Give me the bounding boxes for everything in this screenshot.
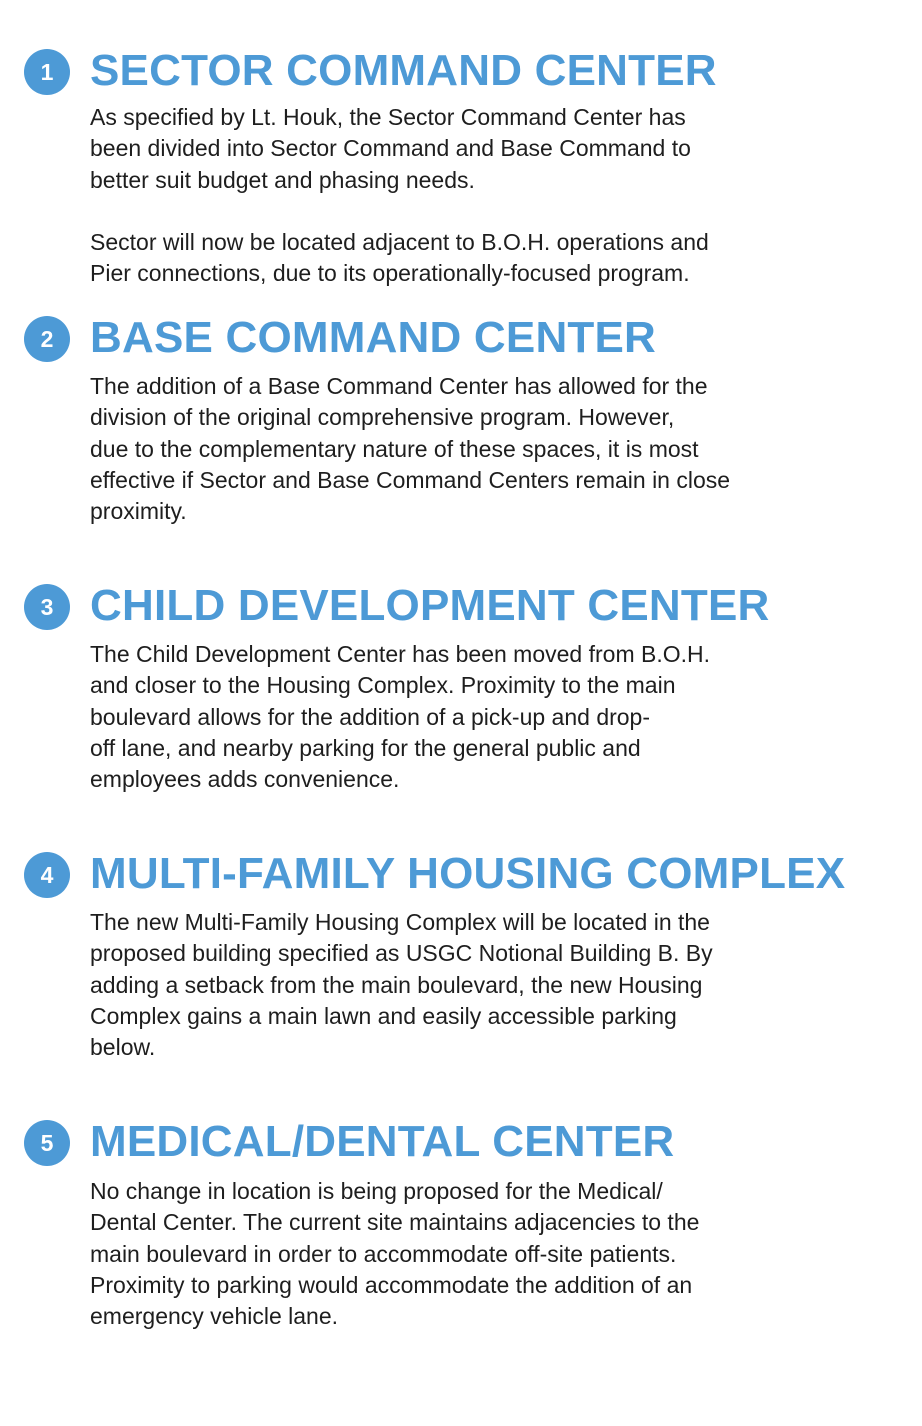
- section-title: MULTI-FAMILY HOUSING COMPLEX: [90, 849, 846, 898]
- section-paragraph: [90, 907, 850, 1063]
- paragraph-line: boulevard allows for the addition of a pick-up and drop-: [90, 703, 651, 730]
- paragraph-line: Complex gains a main lawn and easily accessible parking: [90, 1002, 677, 1029]
- section-title: BASE COMMAND CENTER: [90, 313, 657, 362]
- paragraph-line: been divided into Sector Command and Base Command to: [90, 135, 691, 162]
- paragraph-line: Pier connections, due to its operationally-focused program.: [90, 260, 690, 287]
- paragraph-line: off lane, and nearby parking for the general public and: [90, 734, 641, 761]
- section-title: SECTOR COMMAND CENTER: [90, 46, 717, 95]
- number-badge: 1: [24, 49, 70, 95]
- paragraph-line: due to the complementary nature of these spaces, it is most: [90, 435, 699, 462]
- paragraph-line: Dental Center. The current site maintains adjacencies to the: [90, 1209, 700, 1236]
- paragraph-line: The Child Development Center has been moved from B.O.H.: [90, 641, 711, 667]
- paragraph-line: The new Multi-Family Housing Complex will be located in the: [90, 909, 710, 935]
- section-paragraph: [90, 1176, 850, 1332]
- section-title: MEDICAL/DENTAL CENTER: [90, 1117, 675, 1166]
- paragraph-line: employees adds convenience.: [90, 766, 400, 793]
- number-badge: 4: [24, 852, 70, 898]
- paragraph-line: Proximity to parking would accommodate the addition of an: [90, 1271, 693, 1298]
- number-badge: 3: [24, 584, 70, 630]
- paragraph-line: No change in location is being proposed for the Medical/: [90, 1178, 663, 1204]
- paragraph-line: division of the original comprehensive program. However,: [90, 404, 675, 431]
- paragraph-line: The addition of a Base Command Center has allowed for the: [90, 373, 708, 399]
- paragraph-line: Sector will now be located adjacent to B.O.H. operations and: [90, 229, 709, 255]
- section-title: CHILD DEVELOPMENT CENTER: [90, 581, 770, 630]
- number-badge: 5: [24, 1120, 70, 1166]
- paragraph-line: As specified by Lt. Houk, the Sector Command Center has: [90, 104, 686, 130]
- paragraph-line: better suit budget and phasing needs.: [90, 166, 475, 193]
- section-paragraph: [90, 371, 850, 527]
- paragraph-line: proposed building specified as USGC Notional Building B. By: [90, 940, 713, 967]
- paragraph-line: emergency vehicle lane.: [90, 1303, 339, 1330]
- section-paragraph: [90, 102, 850, 196]
- paragraph-line: below.: [90, 1034, 156, 1061]
- paragraph-line: effective if Sector and Base Command Centers remain in close: [90, 466, 731, 493]
- number-badge: 2: [24, 316, 70, 362]
- section-paragraph: [90, 227, 850, 290]
- paragraph-line: main boulevard in order to accommodate off-site patients.: [90, 1240, 677, 1267]
- paragraph-line: adding a setback from the main boulevard, the new Housing: [90, 971, 703, 998]
- paragraph-line: proximity.: [90, 498, 187, 525]
- paragraph-line: and closer to the Housing Complex. Proximity to the main: [90, 672, 676, 699]
- section-paragraph: [90, 639, 850, 795]
